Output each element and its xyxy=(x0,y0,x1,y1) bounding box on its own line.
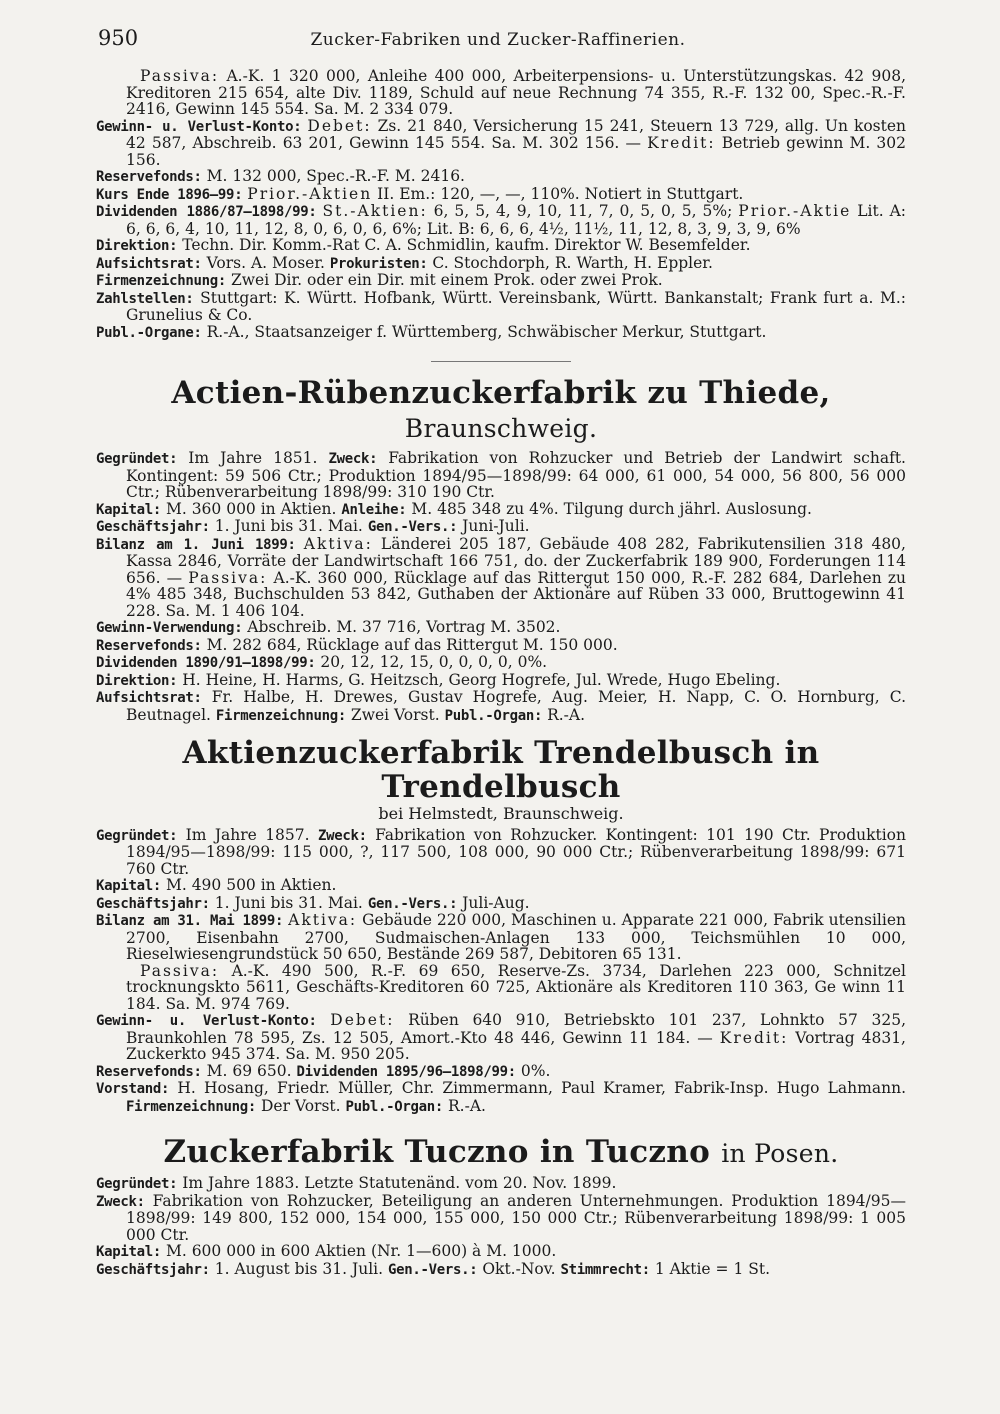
entry-label: Bilanz am 31. Mai 1899: xyxy=(96,913,284,929)
zweck-entry xyxy=(96,1193,906,1244)
firmenzeichnung-entry xyxy=(96,272,906,290)
kapital-entry xyxy=(96,877,906,895)
direktion-entry xyxy=(96,237,906,255)
running-title: Zucker-Fabriken und Zucker-Raffinerien. xyxy=(310,30,686,50)
gewinn-verlust-entry xyxy=(96,1012,906,1063)
entry-label: Direktion: xyxy=(96,672,178,689)
passiva-text: A.-K. 490 500, R.-F. 69 650, Reserve-Zs. 3734, Darlehen 223 000, Schnitzel trocknungskto 5611, Geschäfts-Kreditoren 60 725, Aktionäre als Kreditoren 110 363, Ge winn 11 184. Sa. M. 974 769. xyxy=(126,961,906,1013)
aufsichtsrat-entry xyxy=(96,689,906,724)
gegruendet-entry xyxy=(96,827,906,878)
entry-text: M. 600 000 in 600 Aktien (Nr. 1—600) à M. 1000. xyxy=(165,1242,557,1260)
kapital-entry xyxy=(96,1243,906,1261)
dividenden-entry xyxy=(96,654,906,672)
zweck-label: Zweck: xyxy=(328,451,378,467)
geschaeftsjahr-entry xyxy=(96,1261,906,1279)
prior-aktien-text: Lit. A: 6, 6, 6, 4, 10, 11, 12, 8, 0, 6, 0, 6, 6%; Lit. B: 6, 6, 6, 4½, 11½, 11, 12, 8, 3, 9, 3, 9, 6% xyxy=(126,202,907,238)
entry-text: H. Heine, H. Harms, G. Heitzsch, Georg Hogrefe, Jul. Wrede, Hugo Ebeling. xyxy=(182,670,781,689)
company-subtitle: bei Helmstedt, Braunschweig. xyxy=(378,804,624,823)
publ-organe-entry xyxy=(96,324,906,342)
page-content xyxy=(96,68,906,1278)
passiva-text: A.-K. 360 000, Rücklage auf das Rittergut 150 000, R.-F. 282 684, Darlehen zu 4% 485 348, Buchschulden 53 842, Guthaben der Aktionäre auf Rüben 33 000, Bruttogewinn 41 228. Sa. M. 1 406 104. xyxy=(126,568,906,620)
firmenzeichnung-label: Firmenzeichnung: xyxy=(215,707,346,724)
entry-text: Abschreib. M. 37 716, Vortrag M. 3502. xyxy=(247,618,561,636)
geschaeftsjahr-entry xyxy=(96,518,906,536)
entry-label: Kurs Ende 1896—99: xyxy=(96,186,243,203)
gen-vers-label: Gen.-Vers.: xyxy=(367,519,458,535)
entry-label: Reservefonds: xyxy=(96,1063,202,1080)
entry-text: Fabrikation von Rohzucker, Beteiligung an anderen Unternehmungen. Produktion 1894/95—1898/99: 149 800, 152 000, 154 000, 155 000, 150 000 Ctr.; Rübenverarbeitung 1898/99: 1 005 000 Ctr. xyxy=(126,1191,906,1244)
entry-label: Aufsichtsrat: xyxy=(96,255,202,272)
entry-label: Gegründet: xyxy=(96,827,178,844)
stimmrecht-label: Stimmrecht: xyxy=(560,1261,650,1278)
entry-label: Firmenzeichnung: xyxy=(96,273,227,289)
prokuristen-label: Prokuristen: xyxy=(329,255,428,272)
anleihe-text: M. 485 348 zu 4%. Tilgung durch jährl. Auslosung. xyxy=(411,499,812,518)
passiva-paragraph xyxy=(96,963,906,1013)
entry-label: Reservefonds: xyxy=(96,169,202,185)
entry-label: Gewinn-Verwendung: xyxy=(96,620,243,636)
anleihe-label: Anleihe: xyxy=(341,501,407,518)
gegruendet-entry xyxy=(96,450,906,501)
firmenzeichnung-text: Zwei Vorst. xyxy=(350,705,440,724)
passiva-label: Passiva: xyxy=(140,961,220,980)
publ-organ-text: R.-A. xyxy=(547,705,586,724)
company-location: Braunschweig. xyxy=(404,414,598,443)
entry-label: Reservefonds: xyxy=(96,637,202,654)
spacer xyxy=(96,724,906,732)
entry-text: 1. Juni bis 31. Mai. xyxy=(214,893,363,912)
entry-text: M. 132 000, Spec.-R.-F. M. 2416. xyxy=(206,167,465,185)
vorstand-entry xyxy=(96,1080,906,1115)
prior-aktien-label: Prior.-Aktie xyxy=(738,202,852,220)
passiva-text: A.-K. 1 320 000, Anleihe 400 000, Arbeiterpensions- u. Unterstützungskas. 42 908, Kreditoren 215 654, alte Div. 1189, Schuld auf neue Rechnung 74 355, R.-F. 132 00, Spec.-R.-F. 2416, Gewinn 145 554. Sa. M. 2 334 079. xyxy=(126,67,906,118)
zweck-label: Zweck: xyxy=(317,827,367,844)
entry-text: Im Jahre 1851. xyxy=(188,449,318,467)
publ-organ-text: R.-A. xyxy=(447,1096,486,1115)
entry-text: Stuttgart: K. Württ. Hofbank, Württ. Vereinsbank, Württ. Bankanstalt; Frank furt a. M.: Grunelius & Co. xyxy=(126,288,906,324)
dividenden-label: Dividenden 1895/96—1898/99: xyxy=(296,1063,516,1080)
entry-text: Fr. Halbe, H. Drewes, Gustav Hogrefe, Aug. Meier, H. Napp, C. O. Hornburg, C. Beutnagel. xyxy=(126,688,906,724)
bilanz-entry xyxy=(96,912,906,963)
entry-label: Geschäftsjahr: xyxy=(96,519,210,535)
entry-text: H. Hosang, Friedr. Müller, Chr. Zimmermann, Paul Kramer, Fabrik-Insp. Hugo Lahmann. xyxy=(177,1079,906,1097)
entry-text: Techn. Dir. Komm.-Rat C. A. Schmidlin, kaufm. Direktor W. Besemfelder. xyxy=(182,236,751,254)
aktiva-text: Gebäude 220 000, Maschinen u. Apparate 221 000, Fabrik utensilien 2700, Eisenbahn 2700, Sudmaischen-Anlagen 133 000, Teichsmühlen 10 000, Rieselwiesengrundstück 50 650, Bestände 269 587, Debitoren 65 131. xyxy=(126,911,906,963)
gewinn-verwendung-entry xyxy=(96,619,906,637)
entry-label: Kapital: xyxy=(96,878,162,894)
gen-vers-text: Juli-Aug. xyxy=(462,893,530,912)
reservefonds-entry xyxy=(96,168,906,186)
company-location: in Posen. xyxy=(721,1139,839,1168)
entry-text: Im Jahre 1883. Letzte Statutenänd. vom 20. Nov. 1899. xyxy=(182,1174,617,1192)
entry-label: Dividenden 1886/87—1898/99: xyxy=(96,204,317,220)
gen-vers-text: Okt.-Nov. xyxy=(482,1259,556,1278)
debet-text: Zs. 21 840, Versicherung 15 241, Steuern 13 729, allg. Un kosten 42 587, Abschreib. 63 201, Gewinn 145 554. Sa. M. 302 156. — xyxy=(126,116,907,152)
aufsichtsrat-entry xyxy=(96,255,906,273)
st-aktien-label: St.-Aktien: xyxy=(322,202,428,220)
company-title xyxy=(96,376,906,446)
entry-text: Im Jahre 1857. xyxy=(185,825,310,844)
dividenden-text: 0%. xyxy=(520,1061,551,1080)
company-name: Zuckerfabrik Tuczno in Tuczno xyxy=(163,1134,711,1170)
gegruendet-entry xyxy=(96,1175,906,1193)
entry-label: Zweck: xyxy=(96,1193,145,1210)
entry-label: Kapital: xyxy=(96,1244,162,1260)
passiva-label: Passiva: xyxy=(140,67,220,85)
prior-label: Prior.-Aktien xyxy=(247,184,373,203)
entry-label: Aufsichtsrat: xyxy=(96,690,202,706)
entry-text: R.-A., Staatsanzeiger f. Württemberg, Schwäbischer Merkur, Stuttgart. xyxy=(206,322,767,341)
st-aktien-text: 6, 5, 5, 4, 9, 10, 11, 7, 0, 5, 0, 5, 5%; xyxy=(433,202,733,220)
entry-label: Kapital: xyxy=(96,501,162,518)
aktiva-label: Aktiva: xyxy=(303,534,373,553)
entry-label: Gegründet: xyxy=(96,1176,178,1192)
passiva-paragraph xyxy=(96,68,906,118)
company-name: Actien-Rübenzuckerfabrik zu Thiede, xyxy=(171,375,831,411)
gen-vers-label: Gen.-Vers.: xyxy=(387,1261,478,1278)
entry-text: 1. August bis 31. Juli. xyxy=(214,1259,384,1278)
firmenzeichnung-label: Firmenzeichnung: xyxy=(126,1098,257,1115)
page-header xyxy=(98,26,898,56)
entry-text: M. 360 000 in Aktien. xyxy=(165,499,337,518)
debet-label: Debet: xyxy=(307,116,372,135)
firmenzeichnung-text: Der Vorst. xyxy=(261,1096,341,1115)
gen-vers-label: Gen.-Vers.: xyxy=(367,895,458,912)
entry-label: Publ.-Organe: xyxy=(96,324,202,341)
entry-label: Gewinn- u. Verlust-Konto: xyxy=(96,118,302,135)
spacer xyxy=(96,1123,906,1131)
passiva-label: Passiva: xyxy=(188,568,268,587)
prokuristen-text: C. Stochdorph, R. Warth, H. Eppler. xyxy=(432,253,713,272)
geschaeftsjahr-entry xyxy=(96,895,906,913)
reservefonds-entry xyxy=(96,1063,906,1081)
entry-label: Zahlstellen: xyxy=(96,290,194,307)
entry-text: M. 69 650. xyxy=(206,1061,292,1080)
section-tuczno xyxy=(96,1135,906,1278)
reservefonds-entry xyxy=(96,637,906,655)
publ-organ-label: Publ.-Organ: xyxy=(345,1098,444,1115)
entry-label: Direktion: xyxy=(96,238,178,254)
section-divider xyxy=(431,361,571,362)
entry-text: Zwei Dir. oder ein Dir. mit einem Prok. oder zwei Prok. xyxy=(231,271,663,289)
kredit-text: Betrieb gewinn M. 302 156. xyxy=(126,134,906,169)
dividenden-entry xyxy=(96,203,906,237)
publ-organ-label: Publ.-Organ: xyxy=(444,707,543,724)
aktiva-text: Länderei 205 187, Gebäude 408 282, Fabrikutensilien 318 480, Kassa 2846, Vorräte der Landwirtschaft 166 751, do. der Zuckerfabrik 189 900, Forderungen 114 656. — xyxy=(126,534,906,587)
kredit-text: Vortrag 4831, Zuckerkto 945 374. Sa. M. 950 205. xyxy=(126,1028,906,1063)
entry-label: Gewinn- u. Verlust-Konto: xyxy=(96,1013,317,1029)
kredit-label: Kredit: xyxy=(719,1028,789,1047)
entry-label: Geschäftsjahr: xyxy=(96,895,210,912)
section-trendelbusch xyxy=(96,736,906,1115)
kurs-entry xyxy=(96,186,906,204)
entry-text: 20, 12, 12, 15, 0, 0, 0, 0, 0%. xyxy=(320,653,548,671)
kredit-label: Kredit: xyxy=(647,134,716,152)
stimmrecht-text: 1 Aktie = 1 St. xyxy=(654,1259,771,1278)
bilanz-entry xyxy=(96,536,906,620)
section-continuation xyxy=(96,68,906,341)
kapital-entry xyxy=(96,501,906,519)
zweck-text: Fabrikation von Rohzucker. Kontingent: 101 190 Ctr. Produktion 1894/95—1898/99: 115 000, ?, 117 500, 108 000, 90 000 Ctr.; Rübenverarbeitung 1898/99: 671 760 Ctr. xyxy=(126,825,906,878)
entry-text: Vors. A. Moser. xyxy=(206,253,325,272)
company-title: Aktienzuckerfabrik Trendelbusch in Trendelbusch xyxy=(182,735,820,805)
direktion-entry xyxy=(96,672,906,690)
entry-label: Vorstand: xyxy=(96,1081,170,1097)
entry-text: II. Em.: 120, —, —, 110%. Notiert in Stuttgart. xyxy=(377,184,744,203)
entry-label: Dividenden 1890/91—1898/99: xyxy=(96,655,316,671)
section-thiede xyxy=(96,376,906,724)
entry-label: Gegründet: xyxy=(96,451,178,467)
entry-label: Bilanz am 1. Juni 1899: xyxy=(96,536,296,553)
zahlstellen-entry xyxy=(96,290,906,324)
debet-text: Rüben 640 910, Betriebskto 101 237, Lohnkto 57 325, Braunkohlen 78 595, Zs. 12 505, Amort.-Kto 48 446, Gewinn 11 184. — xyxy=(126,1011,907,1047)
entry-text: M. 282 684, Rücklage auf das Rittergut M. 150 000. xyxy=(206,635,618,654)
spacer xyxy=(96,1115,906,1123)
debet-label: Debet: xyxy=(330,1011,395,1029)
aktiva-label: Aktiva: xyxy=(288,911,358,929)
entry-text: 1. Juni bis 31. Mai. xyxy=(214,517,363,535)
gewinn-verlust-entry xyxy=(96,118,906,169)
gen-vers-text: Juni-Juli. xyxy=(462,517,530,535)
entry-label: Geschäftsjahr: xyxy=(96,1261,210,1278)
page-number: 950 xyxy=(98,26,139,50)
entry-text: M. 490 500 in Aktien. xyxy=(165,876,337,894)
zweck-text: Fabrikation von Rohzucker und Betrieb der Landwirt schaft. Kontingent: 59 506 Ctr.; Produktion 1894/95—1898/99: 64 000, 61 000, 54 000, 56 800, 56 000 Ctr.; Rübenverarbeitung 1898/99: 310 190 Ctr. xyxy=(126,449,906,501)
company-title xyxy=(96,1135,906,1171)
